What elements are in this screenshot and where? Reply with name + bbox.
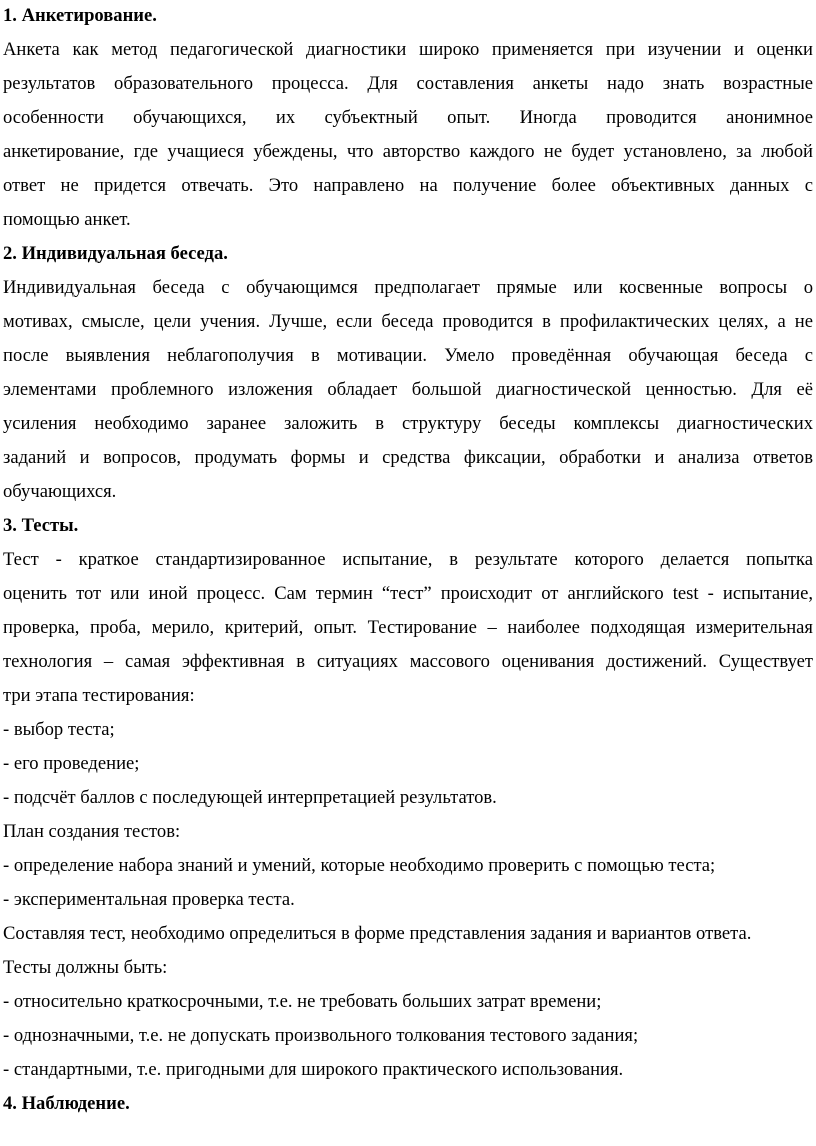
paragraph-line: после выявления неблагополучия в мотивации. Умело проведённая обучающая беседа с: [3, 345, 813, 366]
list-item: - стандартными, т.е. пригодными для широкого практического использования.: [3, 1059, 624, 1080]
paragraph-line: Анкета как метод педагогической диагностики широко применяется при изучении и оценки: [3, 39, 813, 60]
paragraph-line: технология – самая эффективная в ситуациях массового оценивания достижений. Существует: [3, 651, 813, 672]
paragraph-line: усиления необходимо заранее заложить в структуру беседы комплексы диагностических: [3, 413, 813, 434]
list-item: - его проведение;: [3, 753, 140, 774]
paragraph-line: Тесты должны быть:: [3, 957, 168, 978]
list-item: - определение набора знаний и умений, которые необходимо проверить с помощью теста;: [3, 855, 716, 876]
paragraph-line: Индивидуальная беседа с обучающимся предполагает прямые или косвенные вопросы о: [3, 277, 813, 298]
paragraph-line: результатов образовательного процесса. Для составления анкеты надо знать возрастные: [3, 73, 813, 94]
section-heading-observation: 4. Наблюдение.: [3, 1093, 130, 1114]
paragraph-line: анкетирование, где учащиеся убеждены, что авторство каждого не будет установлено, за любой: [3, 141, 813, 162]
section-heading-individual-conversation: 2. Индивидуальная беседа.: [3, 243, 228, 264]
paragraph-line: оценить тот или иной процесс. Сам термин “тест” происходит от английского test - испытание,: [3, 583, 813, 604]
section-heading-questionnaire: 1. Анкетирование.: [3, 5, 157, 26]
paragraph-line: мотивах, смысле, цели учения. Лучше, если беседа проводится в профилактических целях, а не: [3, 311, 813, 332]
paragraph-line: Тест - краткое стандартизированное испытание, в результате которого делается попытка: [3, 549, 813, 570]
paragraph-line: три этапа тестирования:: [3, 685, 195, 706]
paragraph-line: проверка, проба, мерило, критерий, опыт. Тестирование – наиболее подходящая измерительная: [3, 617, 813, 638]
list-item: - экспериментальная проверка теста.: [3, 889, 295, 910]
list-item: - относительно краткосрочными, т.е. не требовать больших затрат времени;: [3, 991, 602, 1012]
paragraph-line: помощью анкет.: [3, 209, 131, 230]
list-item: - однозначными, т.е. не допускать произвольного толкования тестового задания;: [3, 1025, 639, 1046]
list-item: - выбор теста;: [3, 719, 115, 740]
paragraph-line: План создания тестов:: [3, 821, 181, 842]
paragraph-line: заданий и вопросов, продумать формы и средства фиксации, обработки и анализа ответов: [3, 447, 813, 468]
list-item: - подсчёт баллов с последующей интерпретацией результатов.: [3, 787, 497, 808]
paragraph-line: элементами проблемного изложения обладает большой диагностической ценностью. Для её: [3, 379, 813, 400]
paragraph-line: Составляя тест, необходимо определиться в форме представления задания и вариантов ответа.: [3, 923, 752, 944]
paragraph-line: обучающихся.: [3, 481, 117, 502]
section-heading-tests: 3. Тесты.: [3, 515, 79, 536]
paragraph-line: ответ не придется отвечать. Это направлено на получение более объективных данных с: [3, 175, 813, 196]
paragraph-line: особенности обучающихся, их субъектный опыт. Иногда проводится анонимное: [3, 107, 813, 128]
